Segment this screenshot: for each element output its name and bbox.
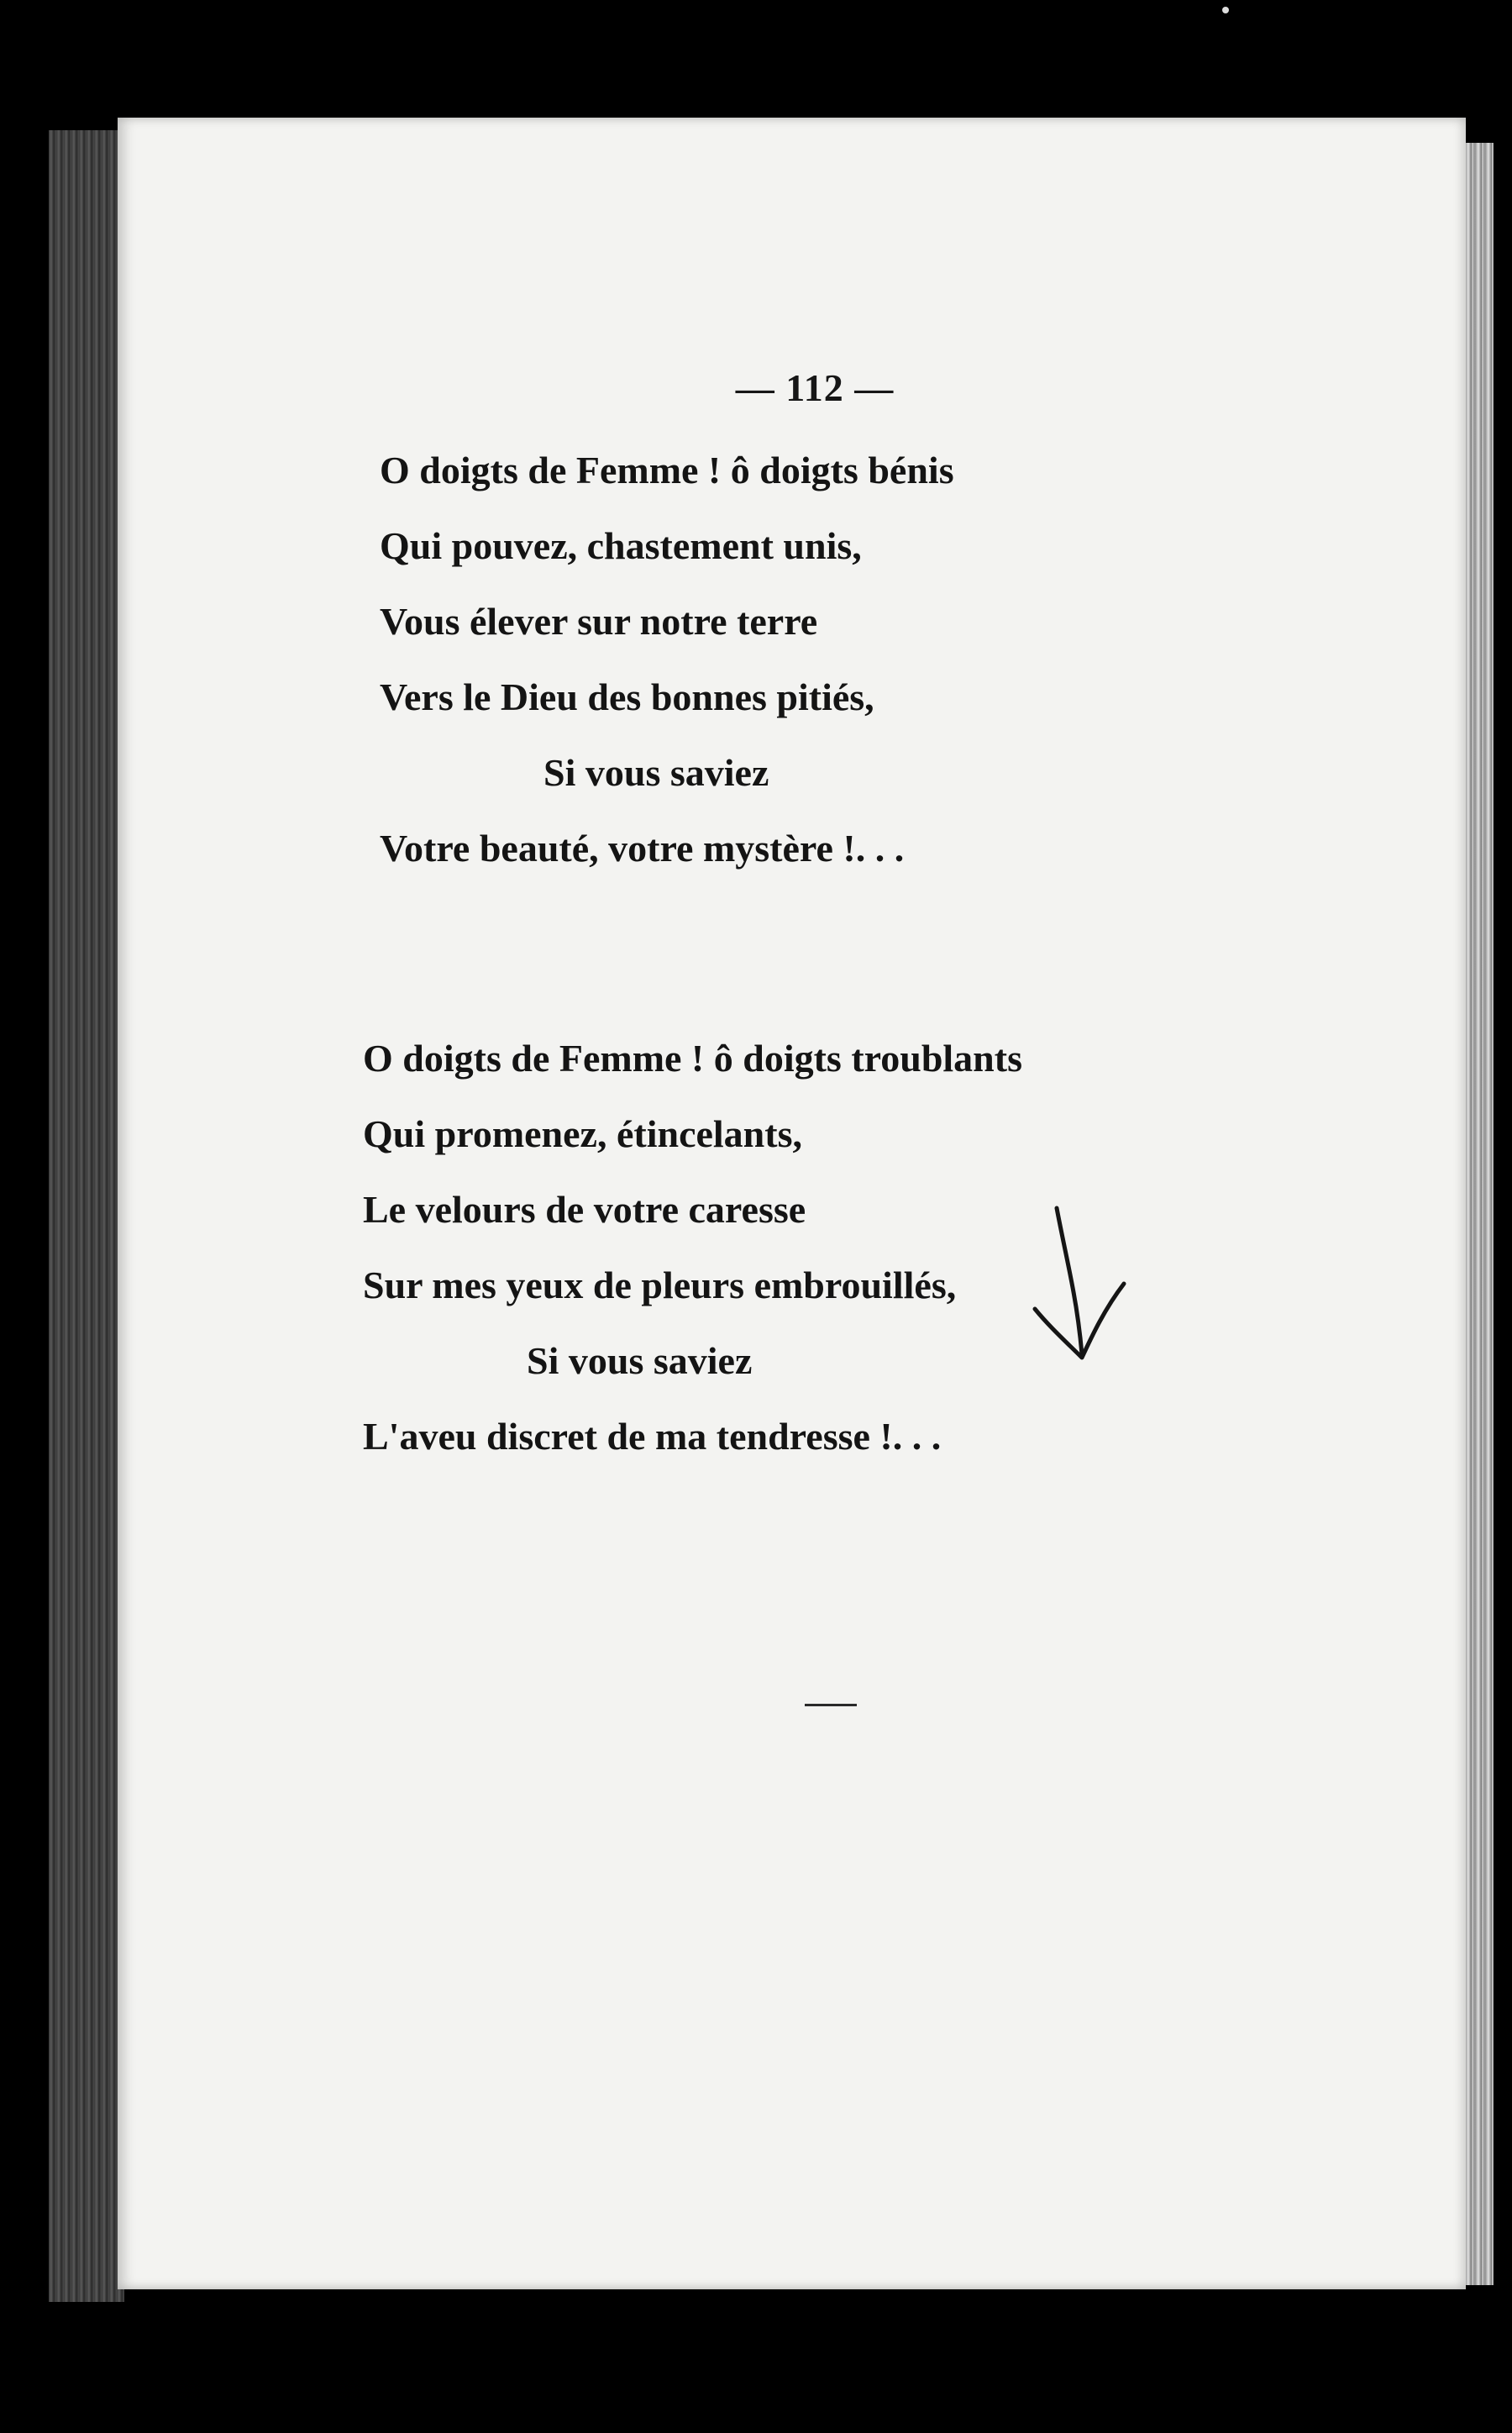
- page-number: — 112 —: [735, 366, 895, 409]
- page-stack-left-edge: [49, 130, 124, 2302]
- verse-line: L'aveu discret de ma tendresse !. . .: [363, 1415, 942, 1458]
- verse-line: Votre beauté, votre mystère !. . .: [380, 827, 905, 870]
- verse-line: O doigts de Femme ! ô doigts troublants: [363, 1037, 1022, 1080]
- verse-line: Vous élever sur notre terre: [380, 600, 818, 643]
- hand-drawn-down-arrow-icon: [1025, 1084, 1134, 1369]
- stanza-2: [363, 1021, 1329, 1474]
- verse-line-refrain: Si vous saviez: [543, 751, 769, 794]
- verse-line: Qui pouvez, chastement unis,: [380, 524, 862, 567]
- section-end-rule: [805, 1704, 857, 1706]
- stanza-1: [380, 433, 1346, 886]
- film-speck: [1222, 7, 1229, 13]
- verse-line-refrain: Si vous saviez: [527, 1339, 753, 1382]
- verse-line: Qui promenez, étincelants,: [363, 1112, 802, 1155]
- verse-line: Le velours de votre caresse: [363, 1188, 806, 1231]
- verse-line: Vers le Dieu des bonnes pitiés,: [380, 675, 874, 718]
- verse-line: O doigts de Femme ! ô doigts bénis: [380, 449, 954, 491]
- verse-line: Sur mes yeux de pleurs embrouillés,: [363, 1264, 957, 1306]
